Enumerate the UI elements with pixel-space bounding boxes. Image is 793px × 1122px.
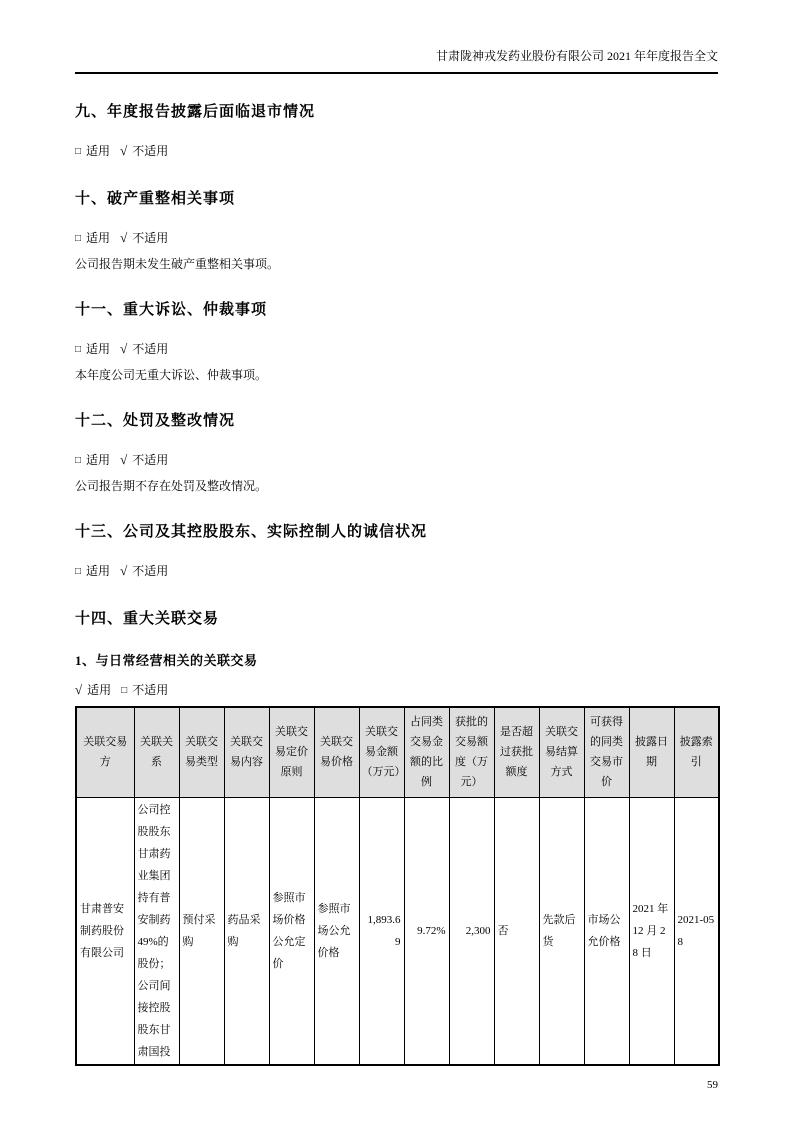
- column-header: 关联关系: [134, 707, 179, 797]
- document-header-title: 甘肃陇神戎发药业股份有限公司 2021 年年度报告全文: [435, 49, 718, 63]
- applicable-label: 适用: [86, 144, 111, 158]
- check-icon: √: [120, 563, 128, 578]
- section-heading-10: 十、破产重整相关事项: [75, 190, 236, 207]
- applicability-line: [75, 143, 718, 161]
- page-number: 59: [707, 1078, 718, 1091]
- column-header: 是否超过获批额度: [494, 707, 539, 797]
- not-applicable-label: 不适用: [132, 564, 169, 578]
- column-header: 可获得的同类交易市价: [584, 707, 629, 797]
- not-applicable-label: 不适用: [132, 144, 169, 158]
- document-header: [75, 48, 718, 74]
- section-note: 公司报告期未发生破产重整相关事项。: [75, 257, 280, 271]
- table-cell: 1,893.69: [359, 797, 404, 1065]
- column-header: 关联交易内容: [224, 707, 269, 797]
- checkbox-unchecked-icon: □: [121, 685, 128, 696]
- table-cell: 市场公允价格: [584, 797, 629, 1065]
- table-cell: 参照市场公允价格: [314, 797, 359, 1065]
- checkbox-unchecked-icon: □: [75, 566, 82, 577]
- page-footer: [75, 1078, 718, 1092]
- applicable-label: 适用: [87, 683, 112, 697]
- subsection-heading: 1、与日常经营相关的关联交易: [75, 653, 258, 668]
- table-cell: 药品采购: [224, 797, 269, 1065]
- not-applicable-label: 不适用: [132, 453, 169, 467]
- check-icon: √: [75, 682, 83, 697]
- column-header: 披露日期: [629, 707, 674, 797]
- not-applicable-label: 不适用: [132, 683, 169, 697]
- applicability-line: [75, 452, 718, 470]
- applicable-label: 适用: [86, 453, 111, 467]
- table-cell: 甘肃普安制药股份有限公司: [76, 797, 134, 1065]
- table-cell: 先款后货: [539, 797, 584, 1065]
- table-cell: 参照市场价格公允定价: [269, 797, 314, 1065]
- table-cell: 2,300: [449, 797, 494, 1065]
- column-header: 关联交易金额（万元）: [359, 707, 404, 797]
- applicability-line: [75, 341, 718, 359]
- column-header: 关联交易价格: [314, 707, 359, 797]
- table-body: [76, 797, 719, 1065]
- check-icon: √: [120, 230, 128, 245]
- column-header: 关联交易定价原则: [269, 707, 314, 797]
- table-cell: 预付采购: [179, 797, 224, 1065]
- applicable-label: 适用: [86, 342, 111, 356]
- applicability-line: [75, 682, 718, 700]
- applicability-line: [75, 563, 718, 581]
- section-heading-11: 十一、重大诉讼、仲裁事项: [75, 301, 268, 318]
- applicable-label: 适用: [86, 231, 111, 245]
- checkbox-unchecked-icon: □: [75, 344, 82, 355]
- checkbox-unchecked-icon: □: [75, 146, 82, 157]
- section-heading-13: 十三、公司及其控股股东、实际控制人的诚信状况: [75, 523, 428, 540]
- table-cell: 9.72%: [404, 797, 449, 1065]
- column-header: 获批的交易额度（万元）: [449, 707, 494, 797]
- check-icon: √: [120, 341, 128, 356]
- not-applicable-label: 不适用: [132, 231, 169, 245]
- check-icon: √: [120, 452, 128, 467]
- section-heading-9: 九、年度报告披露后面临退市情况: [75, 103, 316, 120]
- check-icon: √: [120, 143, 128, 158]
- not-applicable-label: 不适用: [132, 342, 169, 356]
- checkbox-unchecked-icon: □: [75, 233, 82, 244]
- applicability-line: [75, 230, 718, 248]
- table-cell: 2021-058: [674, 797, 719, 1065]
- table-cell: 2021 年 12 月 28 日: [629, 797, 674, 1065]
- checkbox-unchecked-icon: □: [75, 455, 82, 466]
- section-note: 公司报告期不存在处罚及整改情况。: [75, 479, 268, 493]
- related-transactions-table: [75, 706, 720, 1066]
- column-header: 关联交易结算方式: [539, 707, 584, 797]
- table-row: [76, 797, 719, 1065]
- column-header: 占同类交易金额的比例: [404, 707, 449, 797]
- table-cell: 否: [494, 797, 539, 1065]
- applicable-label: 适用: [86, 564, 111, 578]
- table-cell: 公司控股股东甘肃药业集团持有普安制药49%的股份；公司间接控股股东甘肃国投: [134, 797, 179, 1065]
- column-header: 关联交易方: [76, 707, 134, 797]
- section-heading-12: 十二、处罚及整改情况: [75, 412, 236, 429]
- column-header: 关联交易类型: [179, 707, 224, 797]
- section-note: 本年度公司无重大诉讼、仲裁事项。: [75, 368, 268, 382]
- column-header: 披露索引: [674, 707, 719, 797]
- section-heading-14: 十四、重大关联交易: [75, 610, 220, 627]
- table-header: [76, 707, 719, 797]
